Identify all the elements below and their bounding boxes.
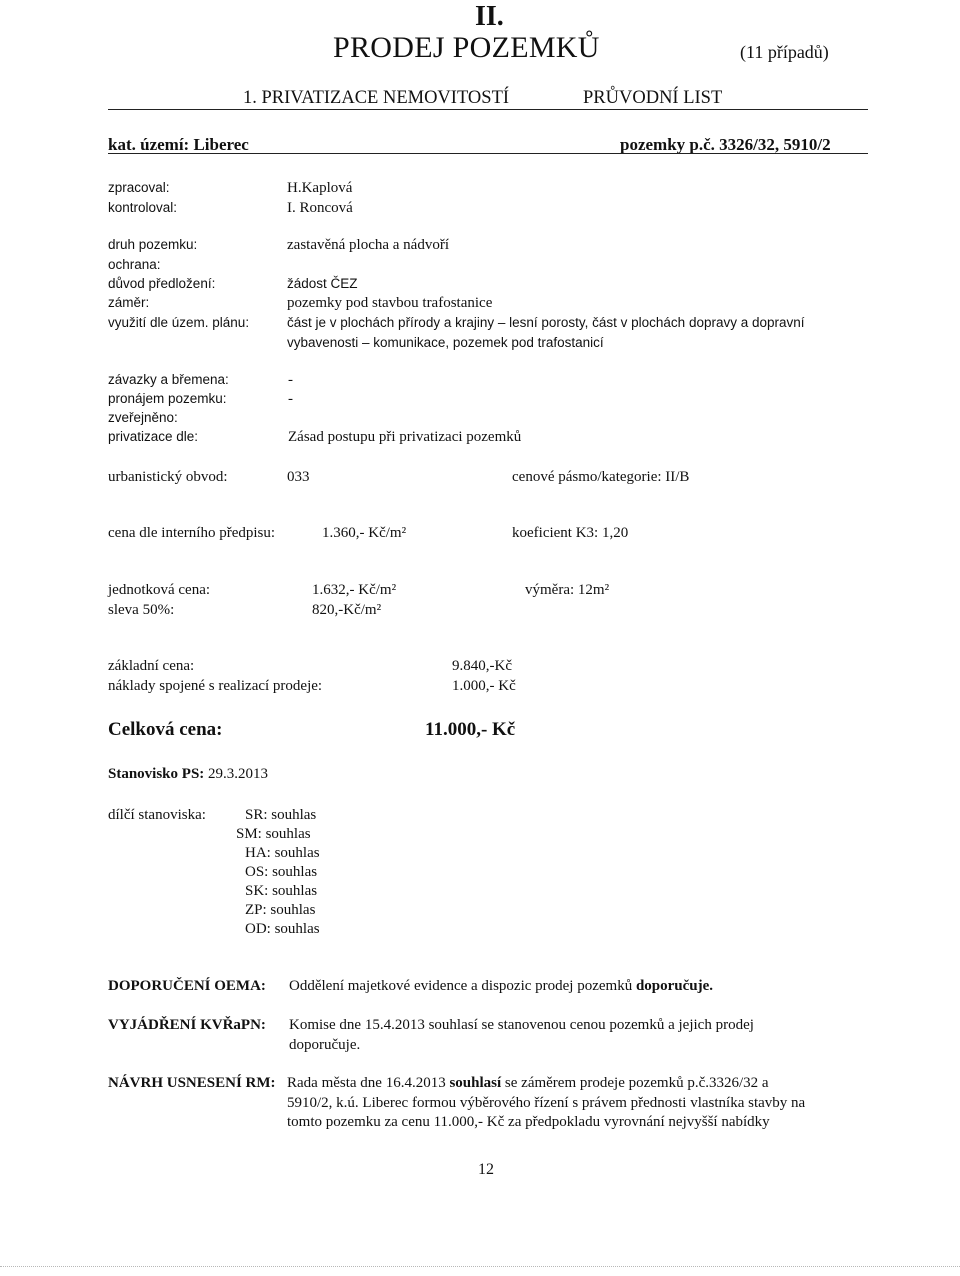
section-title: 1. PRIVATIZACE NEMOVITOSTÍ bbox=[243, 88, 510, 108]
opinion-item: SR: souhlas bbox=[245, 807, 317, 823]
committee-line2: doporučuje. bbox=[289, 1037, 361, 1053]
opinion-item: HA: souhlas bbox=[245, 845, 320, 861]
base-price-label: základní cena: bbox=[108, 658, 195, 674]
opinion-item: ZP: souhlas bbox=[245, 902, 316, 918]
header-rule bbox=[108, 109, 868, 110]
lease-label: pronájem pozemku: bbox=[108, 391, 227, 406]
committee-line1: Komise dne 15.4.2013 souhlasí se stanovenou cenou pozemků a jejich prodej bbox=[289, 1017, 754, 1033]
checked-by-label: kontroloval: bbox=[108, 200, 178, 215]
protection-label: ochrana: bbox=[108, 257, 161, 272]
resolution-line1 bbox=[287, 1074, 769, 1092]
opinion-item: OD: souhlas bbox=[245, 921, 320, 937]
discount-label: sleva 50%: bbox=[108, 602, 175, 618]
cadastre-rule bbox=[108, 153, 868, 154]
recommendation-text bbox=[289, 977, 713, 995]
internal-price-label: cena dle interního předpisu: bbox=[108, 525, 276, 541]
recommendation-verdict: doporučuje. bbox=[635, 978, 714, 994]
reason-value: žádost ČEZ bbox=[287, 276, 358, 291]
ps-opinion-label: Stanovisko PS: bbox=[108, 766, 205, 782]
base-price-value: 9.840,-Kč bbox=[452, 658, 512, 674]
resolution-verdict: souhlasí bbox=[449, 1075, 502, 1091]
opinion-item: SK: souhlas bbox=[245, 883, 318, 899]
land-type-label: druh pozemku: bbox=[108, 237, 198, 252]
partial-opinions-label: dílčí stanoviska: bbox=[108, 807, 206, 823]
ps-opinion-date: 29.3.2013 bbox=[208, 766, 269, 782]
checked-by-value: I. Roncová bbox=[287, 200, 353, 216]
zoning-value-line1: část je v plochách přírody a krajiny – lesní porosty, část v plochách dopravy a dopravní bbox=[287, 315, 805, 330]
recommendation-body: Oddělení majetkové evidence a dispozic prodej pozemků bbox=[289, 978, 633, 994]
prepared-by-label: zpracoval: bbox=[108, 180, 170, 195]
page-title: PRODEJ POZEMKŮ bbox=[333, 31, 600, 64]
published-label: zveřejněno: bbox=[108, 410, 178, 425]
coefficient-k3: koeficient K3: 1,20 bbox=[512, 525, 629, 541]
price-zone: cenové pásmo/kategorie: II/B bbox=[512, 469, 690, 485]
burdens-label: závazky a břemena: bbox=[108, 372, 229, 387]
prepared-by-value: H.Kaplová bbox=[287, 180, 353, 196]
intent-label: záměr: bbox=[108, 295, 150, 310]
land-type-value: zastavěná plocha a nádvoří bbox=[287, 237, 450, 253]
urban-district-value: 033 bbox=[287, 469, 310, 485]
ps-opinion bbox=[108, 765, 268, 783]
total-price-value: 11.000,- Kč bbox=[425, 719, 516, 740]
privatization-value: Zásad postupu při privatizaci pozemků bbox=[288, 429, 522, 445]
sale-costs-value: 1.000,- Kč bbox=[452, 678, 516, 694]
cadastral-area: kat. území: Liberec bbox=[108, 135, 249, 154]
burdens-value: - bbox=[288, 372, 293, 388]
parcel-numbers: pozemky p.č. 3326/32, 5910/2 bbox=[620, 135, 831, 154]
chapter-number: II. bbox=[475, 1, 504, 32]
committee-label: VYJÁDŘENÍ KVŘaPN: bbox=[108, 1017, 266, 1033]
discount-value: 820,-Kč/m² bbox=[312, 602, 382, 618]
lease-value: - bbox=[288, 391, 293, 407]
zoning-value-line2: vybavenosti – komunikace, pozemek pod trafostanicí bbox=[287, 335, 604, 350]
intent-value: pozemky pod stavbou trafostanice bbox=[287, 295, 493, 311]
unit-price-value: 1.632,- Kč/m² bbox=[312, 582, 397, 598]
resolution-line1-end: se záměrem prodeje pozemků p.č.3326/32 a bbox=[504, 1075, 769, 1091]
recommendation-label: DOPORUČENÍ OEMA: bbox=[108, 978, 266, 994]
privatization-label: privatizace dle: bbox=[108, 429, 199, 444]
urban-district-label: urbanistický obvod: bbox=[108, 469, 228, 485]
resolution-line1-start: Rada města dne 16.4.2013 bbox=[287, 1075, 446, 1091]
opinion-item: OS: souhlas bbox=[245, 864, 318, 880]
resolution-label: NÁVRH USNESENÍ RM: bbox=[108, 1075, 276, 1091]
unit-price-label: jednotková cena: bbox=[108, 582, 211, 598]
land-area: výměra: 12m² bbox=[525, 582, 610, 598]
document-type: PRŮVODNÍ LIST bbox=[583, 88, 723, 108]
case-count: (11 případů) bbox=[740, 42, 829, 62]
zoning-label: využití dle územ. plánu: bbox=[108, 315, 250, 330]
total-price-label: Celková cena: bbox=[108, 719, 223, 740]
internal-price-value: 1.360,- Kč/m² bbox=[322, 525, 407, 541]
resolution-line2: 5910/2, k.ú. Liberec formou výběrového řízení s právem přednosti vlastníka stavby na bbox=[287, 1095, 806, 1111]
opinion-item: SM: souhlas bbox=[236, 826, 311, 842]
resolution-line3: tomto pozemku za cenu 11.000,- Kč za předpokladu vyrovnání nejvyšší nabídky bbox=[287, 1114, 770, 1130]
page-number: 12 bbox=[478, 1161, 494, 1178]
scan-edge-line bbox=[0, 1266, 960, 1267]
reason-label: důvod předložení: bbox=[108, 276, 216, 291]
sale-costs-label: náklady spojené s realizací prodeje: bbox=[108, 678, 323, 694]
